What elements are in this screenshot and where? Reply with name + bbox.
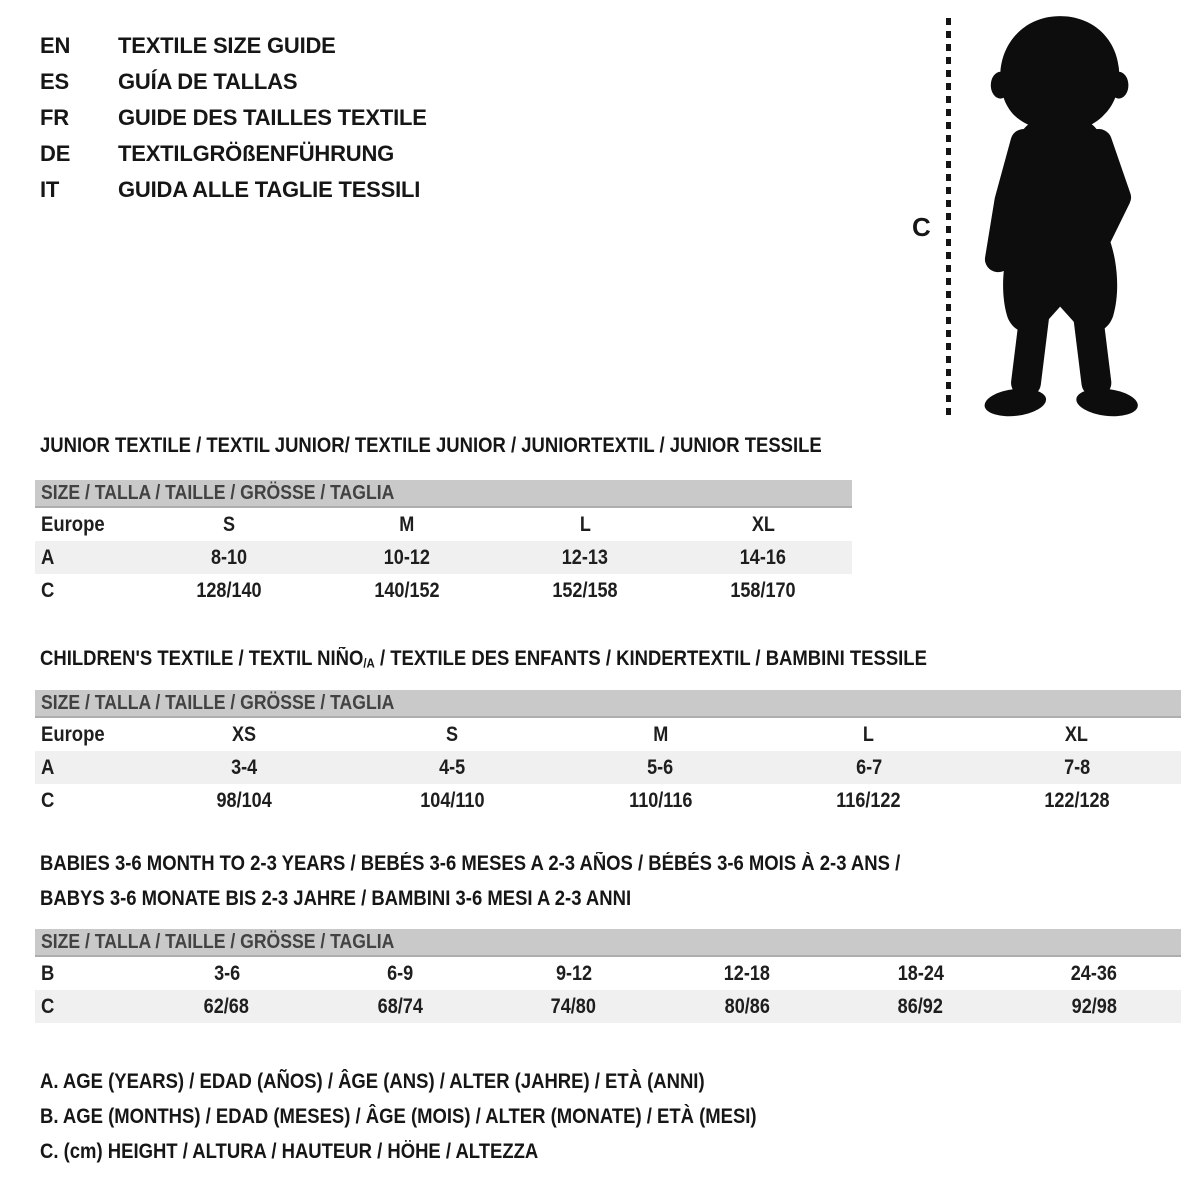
lang-code: DE — [40, 141, 71, 166]
section-title-children: CHILDREN'S TEXTILE / TEXTIL $NIÑO_{/A}$ / TEXTILE DES ENFANTS / KINDERTEXTIL / BAMBINI TESSILE — [40, 647, 927, 671]
row-label: C — [41, 578, 55, 602]
size-header-label: SIZE / TALLA / TAILLE / GRÖSSE / TAGLIA — [41, 930, 395, 953]
lang-row-es — [40, 64, 427, 100]
size-header-label: SIZE / TALLA / TAILLE / GRÖSSE / TAGLIA — [41, 481, 395, 504]
table-cell: 18-24 — [897, 961, 944, 985]
table-cell: 140/152 — [374, 578, 440, 602]
table-cell: 4-5 — [439, 755, 466, 779]
lang-title: GUIDA ALLE TAGLIE TESSILI — [118, 177, 421, 202]
table-cell: 6-7 — [855, 755, 882, 779]
table-cell: 152/158 — [552, 578, 618, 602]
table-cell: 3-6 — [213, 961, 240, 985]
table-cell: 5-6 — [647, 755, 674, 779]
table-cell: 110/116 — [628, 788, 693, 812]
size-header-bar — [35, 480, 852, 508]
table-cell: 12-13 — [561, 545, 609, 569]
size-table-junior — [35, 480, 852, 607]
lang-title: GUÍA DE TALLAS — [118, 69, 298, 94]
table-row — [35, 508, 852, 541]
table-cell: 122/128 — [1044, 788, 1110, 812]
lang-row-en — [40, 28, 427, 64]
size-header-bar — [35, 929, 1181, 957]
table-cell: L — [863, 722, 875, 746]
table-row — [35, 751, 1181, 784]
size-table-children — [35, 690, 1181, 817]
table-cell: XL — [1065, 722, 1089, 746]
table-cell: XL — [751, 512, 775, 536]
section-title-junior: JUNIOR TEXTILE / TEXTIL JUNIOR/ TEXTILE JUNIOR / JUNIORTEXTIL / JUNIOR TESSILE — [40, 434, 822, 457]
lang-title: TEXTILGRÖßENFÜHRUNG — [118, 141, 395, 166]
height-measure-dashed-line — [946, 18, 951, 416]
table-cell: 98/104 — [216, 788, 272, 812]
size-header-label: SIZE / TALLA / TAILLE / GRÖSSE / TAGLIA — [41, 691, 395, 714]
lang-title: GUIDE DES TAILLES TEXTILE — [118, 105, 427, 130]
table-cell: 158/170 — [730, 578, 796, 602]
table-cell: 86/92 — [898, 994, 944, 1018]
table-row — [35, 541, 852, 574]
row-label: B — [41, 961, 55, 985]
lang-code: FR — [40, 105, 69, 130]
table-cell: L — [579, 512, 591, 536]
table-cell: M — [399, 512, 415, 536]
table-cell: 68/74 — [377, 994, 423, 1018]
table-cell: 80/86 — [724, 994, 770, 1018]
footnotes — [40, 1064, 854, 1169]
lang-row-it — [40, 172, 427, 208]
row-label: Europe — [41, 722, 105, 746]
row-label: C — [41, 994, 55, 1018]
lang-title: TEXTILE SIZE GUIDE — [118, 33, 336, 58]
lang-row-de — [40, 136, 427, 172]
table-cell: 92/98 — [1071, 994, 1117, 1018]
table-cell: 7-8 — [1063, 755, 1090, 779]
table-row — [35, 718, 1181, 751]
table-cell: S — [446, 722, 459, 746]
table-cell: 6-9 — [387, 961, 414, 985]
table-cell: M — [652, 722, 669, 746]
table-cell: 62/68 — [204, 994, 250, 1018]
table-cell: XS — [232, 722, 257, 746]
table-row — [35, 957, 1181, 990]
table-row — [35, 574, 852, 607]
section-title-babies: BABIES 3-6 MONTH TO 2-3 YEARS / BEBÉS 3-6 MESES A 2-3 AÑOS / BÉBÉS 3-6 MOIS À 2-3 ANS / BABYS 3-6 MONATE BIS 2-3 JAHRE / BAMBINI 3-6 MESI A 2-3 ANNI — [40, 852, 901, 910]
language-header — [40, 28, 427, 208]
table-row — [35, 990, 1181, 1023]
row-label: A — [41, 545, 55, 569]
table-cell: 24-36 — [1071, 961, 1118, 985]
table-cell: S — [222, 512, 236, 536]
note-age-months: B. AGE (MONTHS) / EDAD (MESES) / ÂGE (MOIS) / ALTER (MONATE) / ETÀ (MESI) — [40, 1105, 757, 1128]
table-cell: 14-16 — [739, 545, 787, 569]
table-row — [35, 784, 1181, 817]
table-cell: 8-10 — [210, 545, 248, 569]
table-cell: 128/140 — [196, 578, 262, 602]
size-header-bar — [35, 690, 1181, 718]
table-cell: 74/80 — [551, 994, 597, 1018]
lang-row-fr — [40, 100, 427, 136]
table-cell: 3-4 — [231, 755, 258, 779]
size-table-babies — [35, 929, 1181, 1023]
height-measure-label: C — [912, 212, 931, 242]
note-age-years: A. AGE (YEARS) / EDAD (AÑOS) / ÂGE (ANS) / ALTER (JAHRE) / ETÀ (ANNI) — [40, 1070, 705, 1093]
lang-code: EN — [40, 33, 71, 58]
toddler-silhouette-icon — [962, 10, 1154, 422]
row-label: C — [41, 788, 55, 812]
table-cell: 9-12 — [555, 961, 592, 985]
table-cell: 116/122 — [836, 788, 901, 812]
table-cell: 10-12 — [383, 545, 431, 569]
lang-code: IT — [40, 177, 60, 202]
table-cell: 104/110 — [420, 788, 485, 812]
note-height-cm: C. (cm) HEIGHT / ALTURA / HAUTEUR / HÖHE / ALTEZZA — [40, 1140, 539, 1163]
table-cell: 12-18 — [724, 961, 771, 985]
row-label: Europe — [41, 512, 105, 536]
row-label: A — [41, 755, 55, 779]
lang-code: ES — [40, 69, 69, 94]
